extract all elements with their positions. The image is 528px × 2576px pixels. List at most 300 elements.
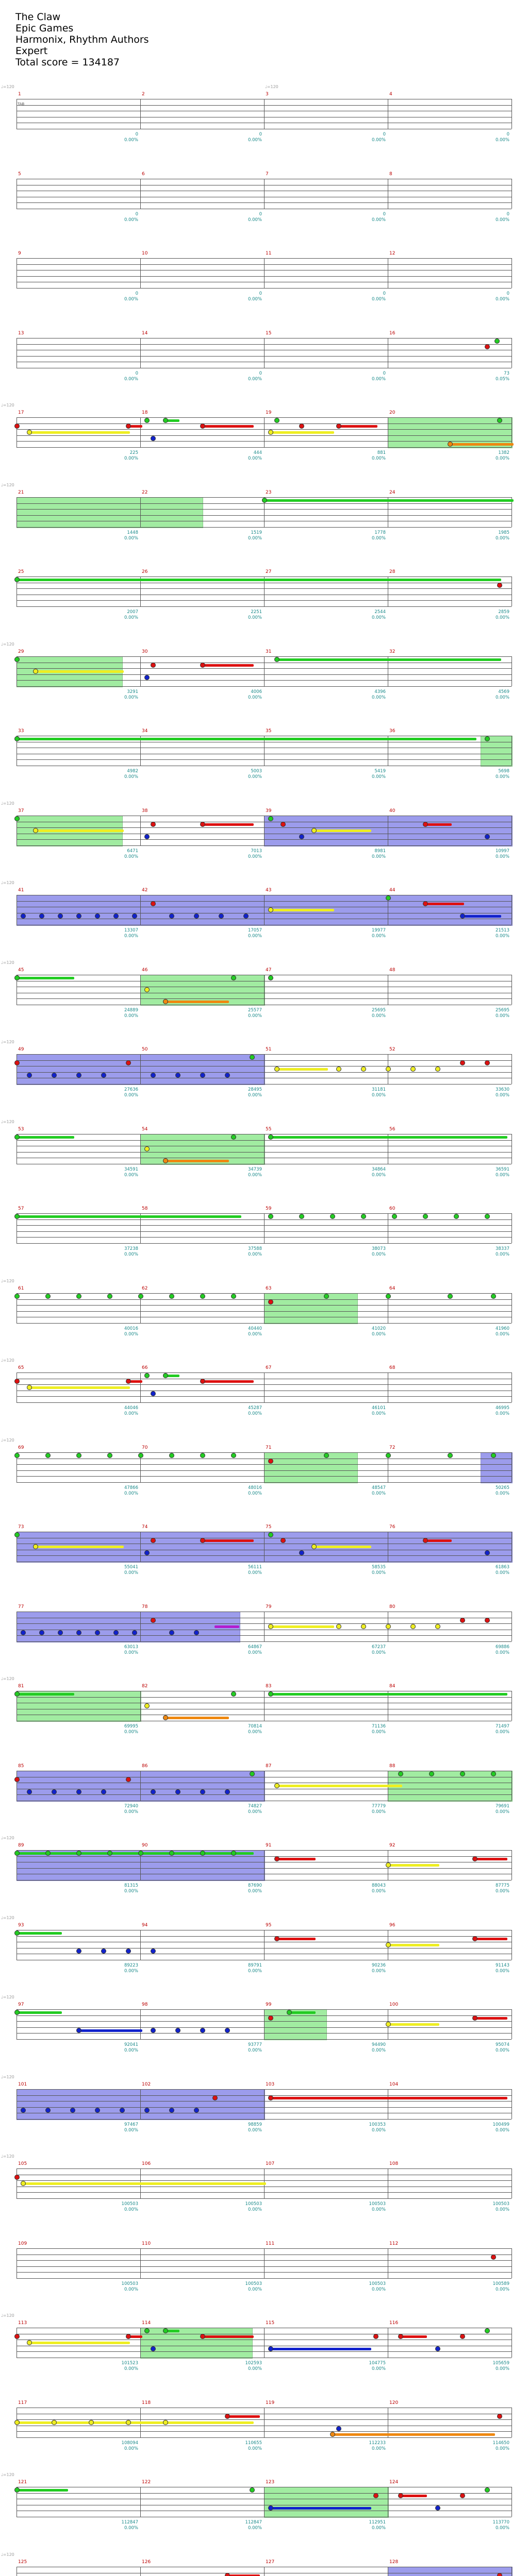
measure-number: 24 (389, 489, 395, 495)
yellow-note (126, 2420, 131, 2425)
green-note (448, 1453, 453, 1458)
red-note (225, 2573, 230, 2576)
bar-line (140, 1054, 141, 1084)
measure-score: 100503 (369, 2281, 386, 2286)
bar-line (16, 497, 17, 527)
tempo-marker: ♩=120 (1, 403, 14, 408)
blue-sustain (464, 915, 501, 918)
red-sustain (402, 2495, 427, 2497)
measure-score: 17057 (248, 928, 262, 933)
measure-number: 86 (142, 1763, 148, 1769)
blue-note (144, 675, 150, 680)
green-note (231, 1691, 236, 1697)
star-power-activation (16, 895, 513, 926)
bar-line (140, 99, 141, 129)
chart-row (0, 1749, 528, 1815)
staff-line (16, 845, 512, 846)
staff (1, 1437, 512, 1496)
measure-score: 24889 (124, 1007, 138, 1013)
bar-line (264, 1054, 265, 1084)
measure-number: 109 (18, 2241, 27, 2246)
measure-percent: 0.00% (495, 1013, 509, 1019)
measure-percent: 0.00% (124, 535, 138, 541)
red-note (373, 2334, 378, 2339)
measure-score: 36591 (495, 1166, 509, 1172)
red-note (472, 1936, 477, 1941)
measure-percent: 0.00% (124, 1490, 138, 1496)
red-note (151, 822, 156, 827)
measure-percent: 0.00% (371, 1331, 386, 1337)
bar-line (264, 1612, 265, 1641)
measure-number: 110 (142, 2241, 151, 2246)
measure-score: 67237 (371, 1644, 386, 1650)
measure-score: 89223 (124, 1962, 138, 1968)
green-note (268, 1134, 273, 1140)
measure-percent: 0.00% (371, 1650, 386, 1655)
green-sustain (19, 1693, 74, 1696)
green-note (398, 1771, 403, 1776)
red-note (14, 423, 20, 429)
tempo-marker: ♩=120 (1, 1040, 14, 1044)
green-note (324, 1453, 329, 1458)
measure-score: 92041 (124, 2042, 138, 2047)
yellow-note (144, 987, 150, 992)
bar-line (16, 258, 17, 288)
red-note (200, 1379, 205, 1384)
measure-number: 111 (266, 2241, 275, 2246)
measure-percent: 0.00% (124, 1093, 138, 1098)
measure-percent: 0.00% (495, 1968, 509, 1974)
yellow-note (386, 1942, 391, 1947)
measure-percent: 0.00% (371, 1968, 386, 1974)
measure-number: 124 (389, 2480, 399, 2485)
yellow-note (361, 1624, 366, 1629)
measure-score: 0 (383, 211, 386, 217)
measure-score: 48016 (248, 1485, 262, 1490)
blue-note (95, 1630, 100, 1635)
green-note (138, 1851, 143, 1856)
red-note (497, 2414, 502, 2419)
blue-note (194, 913, 199, 919)
measure-percent: 0.00% (124, 1013, 138, 1019)
bar-line (264, 417, 265, 447)
measure-number: 18 (142, 410, 148, 415)
red-note (268, 1459, 273, 1464)
measure-number: 77 (18, 1604, 24, 1609)
measure-number: 99 (266, 2002, 272, 2007)
green-sustain (19, 1215, 241, 1218)
measure-percent: 0.00% (124, 694, 138, 700)
measure-number: 41 (18, 888, 24, 893)
tempo-marker: ♩=120 (1, 2074, 14, 2079)
measure-percent: 0.00% (495, 1889, 509, 1894)
measure-score: 95074 (495, 2042, 509, 2047)
measure-percent: 0.00% (371, 1730, 386, 1735)
measure-score: 5419 (374, 769, 386, 774)
red-note (497, 2573, 502, 2576)
staff (16, 1604, 512, 1655)
measure-score: 34591 (124, 1166, 138, 1172)
measure-number: 54 (142, 1126, 148, 1132)
measure-number: 17 (18, 410, 24, 415)
measure-number: 13 (18, 330, 24, 336)
measure-percent: 0.00% (371, 535, 386, 541)
blue-note (76, 913, 81, 919)
red-note (280, 822, 286, 827)
measure-percent: 0.00% (124, 2207, 138, 2212)
chart-row (0, 316, 528, 382)
green-note (14, 1691, 20, 1697)
bar-line (264, 656, 265, 686)
green-sustain (19, 1932, 62, 1935)
measure-score: 38337 (495, 1246, 509, 1251)
blue-note (175, 1789, 180, 1794)
measure-percent: 0.00% (371, 2286, 386, 2292)
measure-percent: 0.00% (371, 2207, 386, 2212)
red-note (497, 583, 502, 588)
blue-note (151, 1391, 156, 1396)
measure-score: 41960 (495, 1326, 509, 1331)
red-note (268, 2095, 273, 2100)
red-sustain (204, 823, 254, 826)
measure-percent: 0.00% (495, 934, 509, 939)
green-note (14, 2487, 20, 2493)
green-note (250, 1055, 255, 1060)
blue-note (21, 1630, 26, 1635)
blue-note (268, 2505, 273, 2511)
tempo-marker: ♩=120 (1, 2154, 14, 2159)
tempo-marker: ♩=120 (1, 1119, 14, 1124)
measure-number: 42 (142, 888, 148, 893)
measure-score: 110655 (245, 2440, 262, 2446)
measure-percent: 0.00% (124, 1331, 138, 1337)
star-power-phrase (264, 2009, 327, 2040)
green-note (485, 736, 490, 741)
orange-note (330, 2432, 335, 2437)
green-note (231, 1294, 236, 1299)
bar-line (140, 656, 141, 686)
measure-number: 11 (266, 251, 272, 256)
staff (16, 1206, 512, 1257)
red-note (268, 2015, 273, 2021)
measure-percent: 0.00% (248, 2526, 262, 2531)
measure-number: 91 (266, 1843, 272, 1848)
bar-line (264, 2567, 265, 2576)
measure-percent: 0.00% (371, 297, 386, 302)
measure-score: 112951 (369, 2520, 386, 2525)
measure-number: 82 (142, 1684, 148, 1689)
measure-number: 73 (18, 1524, 24, 1530)
star-power-activation (264, 816, 513, 846)
bar-line (140, 2567, 141, 2576)
green-note (14, 1851, 20, 1856)
measure-score: 56111 (248, 1565, 262, 1570)
measure-score: 0 (506, 211, 509, 217)
measure-score: 100353 (369, 2122, 386, 2127)
yellow-sustain (37, 1546, 124, 1548)
staff (1, 2154, 512, 2212)
green-note (274, 657, 279, 662)
bar-line (140, 258, 141, 288)
measure-percent: 0.00% (495, 2048, 509, 2053)
green-note (14, 1214, 20, 1219)
star-power-activation (16, 2089, 265, 2120)
measure-percent: 0.00% (248, 2127, 262, 2133)
measure-score: 0 (383, 132, 386, 137)
bar-line (264, 1691, 265, 1721)
yellow-note (268, 907, 273, 912)
measure-number: 104 (389, 2081, 399, 2087)
measure-percent: 0.00% (248, 1809, 262, 1815)
measure-number: 62 (142, 1285, 148, 1291)
blue-sustain (272, 2348, 371, 2350)
yellow-sustain (278, 1068, 328, 1071)
blue-note (225, 1789, 230, 1794)
measure-score: 87775 (495, 1883, 509, 1888)
green-note (386, 1453, 391, 1458)
yellow-note (33, 1544, 38, 1549)
measure-percent: 0.00% (124, 1889, 138, 1894)
measure-score: 881 (377, 450, 386, 455)
staff-line (16, 288, 512, 289)
measure-percent: 0.00% (124, 2127, 138, 2133)
tempo-marker: ♩=120 (1, 641, 14, 647)
orange-sustain (167, 1717, 229, 1719)
measure-number: 3 (266, 92, 269, 97)
measure-score: 50265 (495, 1485, 509, 1490)
staff (1, 1358, 512, 1416)
yellow-sustain (272, 1625, 334, 1628)
staff-line (16, 606, 512, 607)
green-note (45, 1851, 51, 1856)
green-note (491, 1453, 496, 1458)
staff-line (16, 2198, 512, 2199)
red-note (460, 1618, 465, 1623)
measure-number: 113 (18, 2320, 27, 2326)
measure-percent: 0.00% (248, 1013, 262, 1019)
blue-note (132, 913, 137, 919)
measure-percent: 0.00% (124, 2048, 138, 2053)
red-note (151, 1538, 156, 1543)
measure-score: 2544 (374, 609, 386, 615)
red-note (14, 1777, 20, 1782)
star-power-phrase (264, 2487, 389, 2518)
bar-line (264, 2487, 265, 2517)
blue-note (151, 1073, 156, 1078)
red-note (398, 2493, 403, 2498)
blue-note (58, 913, 63, 919)
blue-note (76, 1630, 81, 1635)
blue-note (460, 913, 465, 919)
green-note (485, 1214, 490, 1219)
blue-note (299, 1550, 304, 1555)
measure-score: 45287 (248, 1405, 262, 1411)
green-note (14, 1532, 20, 1537)
red-note (423, 901, 428, 906)
measure-number: 122 (142, 2480, 151, 2485)
chart-row (0, 873, 528, 939)
measure-percent: 0.00% (495, 2127, 509, 2133)
green-note (144, 2328, 150, 2333)
measure-score: 73 (504, 370, 509, 376)
measure-number: 56 (389, 1126, 395, 1132)
yellow-note (21, 2181, 26, 2186)
measure-number: 12 (389, 251, 395, 256)
measure-number: 57 (18, 1206, 24, 1211)
measure-number: 108 (389, 2161, 399, 2166)
red-note (485, 1618, 490, 1623)
bar-line (140, 1930, 141, 1960)
red-sustain (272, 2097, 507, 2099)
measure-score: 28495 (248, 1087, 262, 1092)
blue-note (126, 1948, 131, 1954)
staff (1, 84, 512, 143)
red-sustain (476, 2017, 507, 2020)
yellow-note (33, 828, 38, 833)
measure-score: 0 (383, 370, 386, 376)
red-sustain (476, 1938, 507, 1940)
chart-row (0, 236, 528, 302)
measure-number: 94 (142, 1922, 148, 1928)
blue-note (39, 913, 44, 919)
tempo-marker: ♩=120 (1, 1995, 14, 1999)
blue-note (76, 1948, 81, 1954)
orange-sustain (452, 443, 514, 446)
tab-clef: TAB (18, 102, 25, 106)
measure-score: 112233 (369, 2440, 386, 2446)
green-note (14, 736, 20, 741)
green-sustain (19, 2011, 62, 2014)
blue-note (101, 1789, 106, 1794)
bar-line (16, 338, 17, 368)
red-note (460, 2493, 465, 2498)
measure-score: 0 (259, 291, 262, 296)
measure-percent: 0.00% (124, 615, 138, 620)
measure-percent: 0.00% (124, 2366, 138, 2371)
green-note (169, 1851, 174, 1856)
measure-percent: 0.00% (248, 1570, 262, 1575)
bar-line (16, 2567, 17, 2576)
chart-row (0, 1590, 528, 1655)
measure-number: 58 (142, 1206, 148, 1211)
green-note (268, 1691, 273, 1697)
measure-percent: 0.00% (124, 2446, 138, 2451)
chart-row (0, 1908, 528, 1974)
measure-percent: 0.00% (495, 535, 509, 541)
measure-score: 55041 (124, 1565, 138, 1570)
measure-number: 64 (389, 1285, 395, 1291)
measure-percent: 0.00% (248, 2366, 262, 2371)
staff (1, 2074, 512, 2133)
measure-score: 2251 (251, 609, 262, 615)
green-note (45, 1453, 51, 1458)
measure-score: 0 (135, 211, 138, 217)
green-note (169, 1294, 174, 1299)
staff (16, 728, 512, 779)
red-note (225, 2414, 230, 2419)
chart-row (0, 794, 528, 859)
chart-row (0, 1828, 528, 1894)
red-note (491, 2255, 496, 2260)
measure-percent: 0.00% (371, 1490, 386, 1496)
measure-percent: 0.00% (495, 854, 509, 859)
red-note (14, 1379, 20, 1384)
bar-line (16, 2328, 17, 2358)
yellow-note (361, 1066, 366, 1072)
red-sustain (476, 1858, 507, 1860)
measure-score: 93777 (248, 2042, 262, 2047)
tempo-marker: ♩=120 (265, 84, 278, 89)
measure-number: 47 (266, 967, 272, 973)
staff-line (16, 2039, 512, 2040)
green-note (14, 1294, 20, 1299)
green-note (200, 1851, 205, 1856)
measure-number: 8 (389, 171, 392, 177)
measure-percent: 0.00% (371, 2366, 386, 2371)
red-note (126, 1379, 131, 1384)
measure-percent: 0.00% (495, 456, 509, 461)
yellow-sustain (31, 2342, 130, 2344)
chart-row (0, 1112, 528, 1178)
green-sustain (19, 1136, 74, 1139)
measure-number: 38 (142, 808, 148, 814)
orange-note (448, 442, 453, 447)
bar-line (264, 2328, 265, 2358)
measure-percent: 0.00% (495, 2207, 509, 2212)
measure-percent: 0.00% (124, 2286, 138, 2292)
measure-percent: 0.00% (124, 1252, 138, 1257)
measure-percent: 0.00% (371, 376, 386, 382)
measure-percent: 0.00% (371, 774, 386, 779)
measure-score: 58535 (371, 1565, 386, 1570)
green-note (423, 1214, 428, 1219)
measure-number: 6 (142, 171, 145, 177)
yellow-sustain (390, 1864, 439, 1867)
measure-score: 4569 (498, 689, 509, 694)
red-sustain (130, 1380, 142, 1383)
measure-number: 69 (18, 1445, 24, 1450)
blue-note (151, 436, 156, 441)
bar-line (140, 2248, 141, 2278)
staff-line (16, 686, 512, 687)
measure-percent: 0.00% (371, 2127, 386, 2133)
blue-note (76, 1073, 81, 1078)
red-note (299, 423, 304, 429)
measure-score: 19977 (371, 928, 386, 933)
measure-percent: 0.00% (371, 2446, 386, 2451)
blue-note (336, 2426, 341, 2431)
chart-row (0, 2386, 528, 2451)
measure-number: 118 (142, 2400, 151, 2405)
measure-number: 32 (389, 649, 395, 654)
staff (1, 1278, 512, 1337)
measure-number: 88 (389, 1763, 395, 1769)
measure-number: 89 (18, 1843, 24, 1848)
green-note (268, 975, 273, 980)
staff (1, 1915, 512, 1974)
measure-percent: 0.00% (495, 2526, 509, 2531)
red-note (336, 423, 341, 429)
bar-line (264, 338, 265, 368)
blue-note (21, 913, 26, 919)
red-sustain (402, 2335, 427, 2338)
red-note (151, 663, 156, 668)
staff-line (16, 2278, 512, 2279)
measure-number: 10 (142, 251, 148, 256)
blue-note (101, 1073, 106, 1078)
blue-note (225, 2028, 230, 2033)
staff (16, 1763, 512, 1815)
